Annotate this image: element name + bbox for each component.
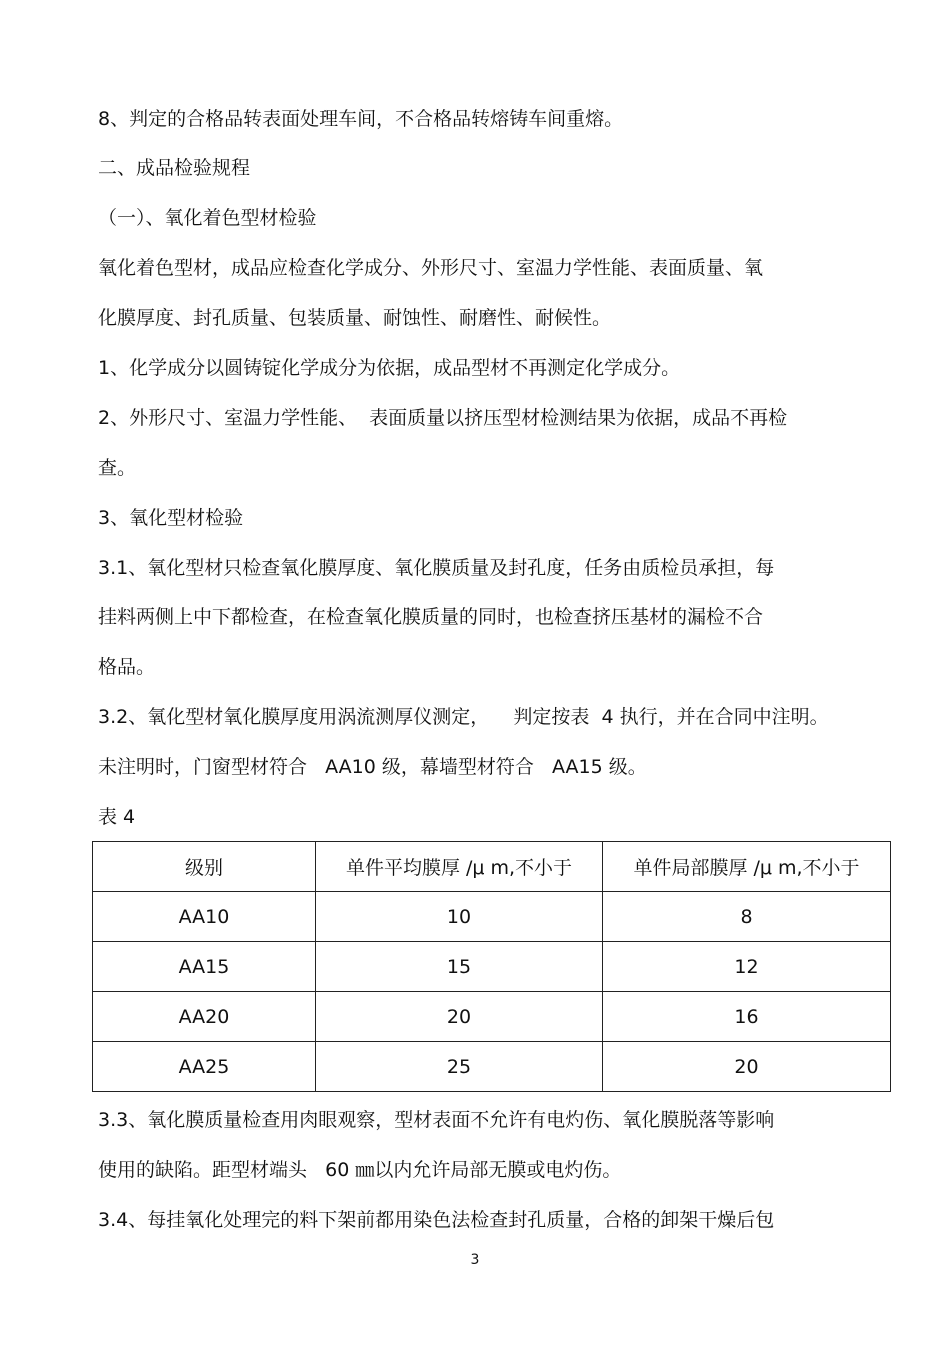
text-line-5: 化膜厚度、封孔质量、包装质量、耐蚀性、耐磨性、耐候性。 (98, 307, 612, 329)
text-line-11: 挂料两侧上中下都检查，在检查氧化膜质量的同时，也检查挤压基材的漏检不合 (98, 606, 764, 628)
table-header-row (93, 842, 891, 892)
table-cell: 20 (603, 1042, 891, 1092)
text-line-12: 格品。 (98, 656, 156, 678)
section-heading: 二、成品检验规程 (98, 157, 251, 179)
text-line-18: 3.4、每挂氧化处理完的料下架前都用染色法检查封孔质量，合格的卸架干燥后包 (98, 1209, 775, 1231)
table-header-cell: 单件平均膜厚 /μ m,不小于 (316, 842, 603, 892)
table-caption: 表 4 (98, 806, 136, 828)
text-line-1: 8、判定的合格品转表面处理车间，不合格品转熔铸车间重熔。 (98, 108, 624, 130)
table-header-cell: 级别 (93, 842, 316, 892)
table-cell: 12 (603, 942, 891, 992)
text-line-14: 未注明时，门窗型材符合 AA10 级，幕墙型材符合 AA15 级。 (98, 756, 647, 778)
table-cell: 8 (603, 892, 891, 942)
text-line-9: 3、氧化型材检验 (98, 507, 244, 529)
table-cell: 20 (316, 992, 603, 1042)
table-row (93, 1042, 891, 1092)
table-cell: 15 (316, 942, 603, 992)
text-line-6: 1、化学成分以圆铸锭化学成分为依据，成品型材不再测定化学成分。 (98, 357, 681, 379)
table-row (93, 892, 891, 942)
table-row (93, 942, 891, 992)
table-cell: AA25 (93, 1042, 316, 1092)
text-line-7: 2、外形尺寸、室温力学性能、 表面质量以挤压型材检测结果为依据，成品不再检 (98, 407, 788, 429)
film-thickness-table (92, 841, 891, 1092)
text-line-10: 3.1、氧化型材只检查氧化膜厚度、氧化膜质量及封孔度，任务由质检员承担，每 (98, 557, 775, 579)
table-cell: AA15 (93, 942, 316, 992)
text-line-17: 使用的缺陷。距型材端头 60 ㎜以内允许局部无膜或电灼伤。 (98, 1159, 622, 1181)
text-line-16: 3.3、氧化膜质量检查用肉眼观察，型材表面不允许有电灼伤、氧化膜脱落等影响 (98, 1109, 775, 1131)
table-cell: AA10 (93, 892, 316, 942)
subsection-heading: （一）、氧化着色型材检验 (98, 207, 317, 229)
table-header-cell: 单件局部膜厚 /μ m,不小于 (603, 842, 891, 892)
table-cell: 25 (316, 1042, 603, 1092)
page-number: 3 (470, 1252, 480, 1268)
text-line-13: 3.2、氧化型材氧化膜厚度用涡流测厚仪测定， 判定按表 4 执行，并在合同中注明。 (98, 706, 829, 728)
table-cell: AA20 (93, 992, 316, 1042)
table-cell: 10 (316, 892, 603, 942)
table-cell: 16 (603, 992, 891, 1042)
text-line-8: 查。 (98, 457, 137, 479)
table-row (93, 992, 891, 1042)
text-line-4: 氧化着色型材，成品应检查化学成分、外形尺寸、室温力学性能、表面质量、氧 (98, 257, 764, 279)
